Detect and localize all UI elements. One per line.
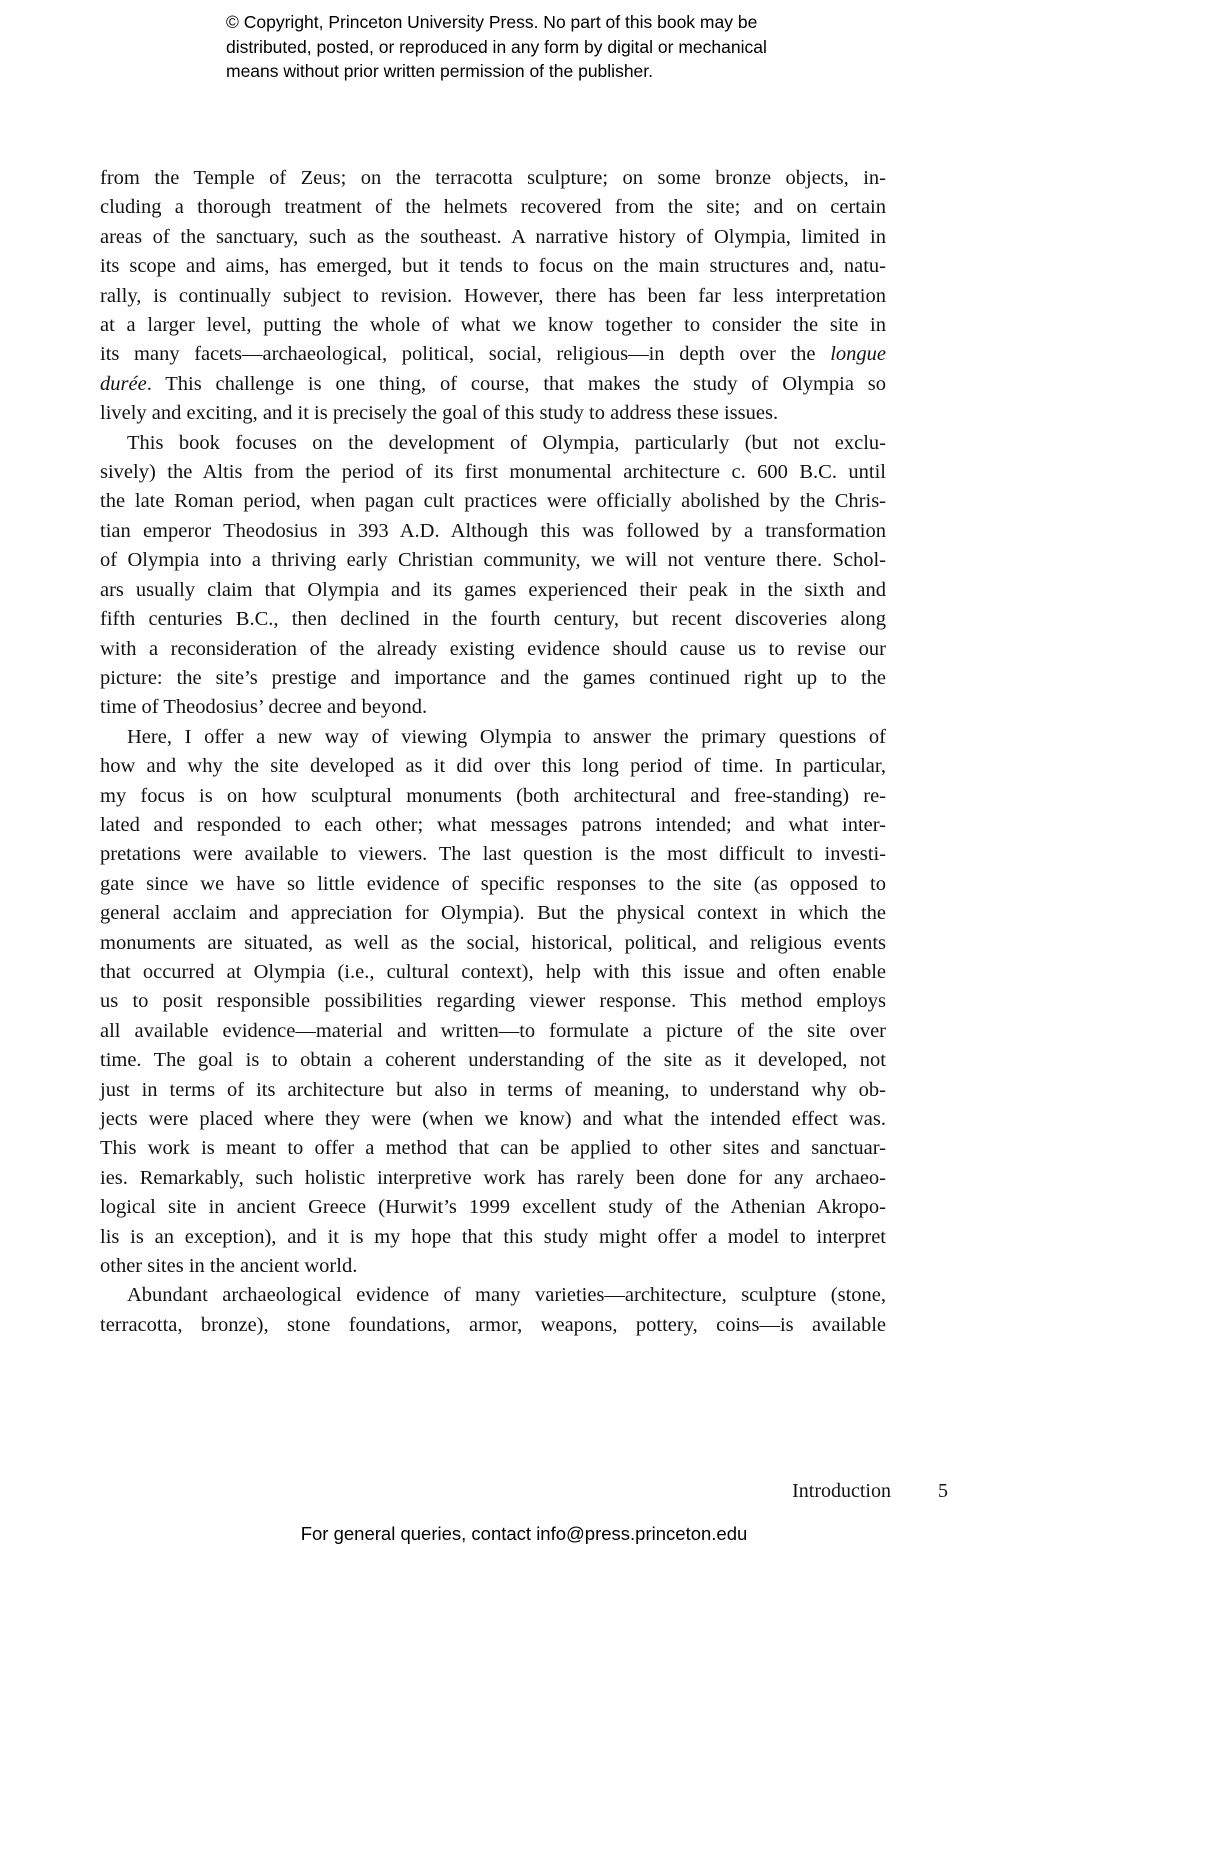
copyright-line: means without prior written permission of the publisher.	[226, 61, 654, 81]
body-line: areas of the sanctuary, such as the southeast. A narrative history of Olympia, limited in	[100, 225, 886, 248]
body-line: tian emperor Theodosius in 393 A.D. Although this was followed by a transformation	[100, 519, 886, 542]
body-line: cluding a thorough treatment of the helmets recovered from the site; and on certain	[100, 196, 886, 219]
paragraph	[100, 164, 886, 429]
body-line: its scope and aims, has emerged, but it tends to focus on the main structures and, natu-	[100, 255, 886, 278]
body-line: its many facets—archaeological, political, social, religious—in depth over the longue	[100, 343, 886, 366]
body-line: terracotta, bronze), stone foundations, armor, weapons, pottery, coins—is available	[100, 1313, 886, 1336]
body-line: ars usually claim that Olympia and its games experienced their peak in the sixth and	[100, 578, 886, 601]
body-line: ies. Remarkably, such holistic interpretive work has rarely been done for any archaeo-	[100, 1166, 886, 1189]
body-line: all available evidence—material and written—to formulate a picture of the site over	[100, 1019, 886, 1042]
body-line: gate since we have so little evidence of specific responses to the site (as opposed to	[100, 872, 886, 895]
body-line: with a reconsideration of the already existing evidence should cause us to revise our	[100, 637, 886, 660]
body-line: pretations were available to viewers. The last question is the most difficult to investi-	[100, 843, 886, 866]
body-line: my focus is on how sculptural monuments (both architectural and free-standing) re-	[100, 784, 886, 807]
body-line: just in terms of its architecture but also in terms of meaning, to understand why ob-	[100, 1078, 886, 1101]
body-line: us to posit responsible possibilities regarding viewer response. This method employs	[100, 990, 886, 1013]
body-line: picture: the site’s prestige and importance and the games continued right up to the	[100, 666, 886, 689]
copyright-line: © Copyright, Princeton University Press. No part of this book may be	[226, 12, 758, 32]
body-line: how and why the site developed as it did over this long period of time. In particular,	[100, 755, 886, 778]
body-line: jects were placed where they were (when we know) and what the intended effect was.	[100, 1108, 886, 1130]
body-line: This book focuses on the development of Olympia, particularly (but not exclu-	[127, 431, 886, 454]
body-line: Abundant archaeological evidence of many varieties—architecture, sculpture (stone,	[127, 1284, 886, 1307]
body-line: time. The goal is to obtain a coherent understanding of the site as it developed, not	[100, 1049, 886, 1072]
running-head-section: Introduction	[792, 1480, 891, 1502]
copyright-notice	[226, 10, 846, 84]
body-line: time of Theodosius’ decree and beyond.	[100, 696, 428, 719]
body-line: general acclaim and appreciation for Olympia). But the physical context in which the	[100, 902, 886, 925]
body-line: that occurred at Olympia (i.e., cultural context), help with this issue and often enable	[100, 960, 886, 983]
general-queries-line: For general queries, contact info@press.princeton.edu	[300, 1523, 748, 1544]
paragraph	[100, 429, 886, 723]
page-number: 5	[938, 1480, 948, 1502]
body-line: durée. This challenge is one thing, of course, that makes the study of Olympia so	[100, 372, 886, 395]
body-line: monuments are situated, as well as the social, historical, political, and religious events	[100, 931, 886, 954]
paragraph	[100, 723, 886, 1282]
body-line: of Olympia into a thriving early Christian community, we will not venture there. Schol-	[100, 549, 886, 572]
body-line: lated and responded to each other; what messages patrons intended; and what inter-	[100, 813, 886, 836]
body-line: lively and exciting, and it is precisely the goal of this study to address these issues.	[100, 402, 779, 425]
body-text	[100, 164, 886, 1340]
body-line: the late Roman period, when pagan cult practices were officially abolished by the Chris-	[100, 490, 886, 513]
copyright-line: distributed, posted, or reproduced in any form by digital or mechanical	[226, 36, 767, 57]
body-line: sively) the Altis from the period of its first monumental architecture c. 600 B.C. until	[100, 461, 886, 484]
body-line: logical site in ancient Greece (Hurwit’s 1999 excellent study of the Athenian Akropo-	[100, 1196, 886, 1219]
body-line: lis is an exception), and it is my hope that this study might offer a model to interpret	[100, 1225, 886, 1248]
body-line: This work is meant to offer a method that can be applied to other sites and sanctuar-	[100, 1137, 886, 1160]
body-line: from the Temple of Zeus; on the terracotta sculpture; on some bronze objects, in-	[100, 167, 886, 189]
page-footer	[100, 1480, 948, 1503]
body-line: other sites in the ancient world.	[100, 1255, 358, 1278]
body-line: at a larger level, putting the whole of what we know together to consider the site in	[100, 314, 886, 337]
paragraph	[100, 1281, 886, 1340]
body-line: Here, I offer a new way of viewing Olympia to answer the primary questions of	[127, 725, 886, 748]
body-line: rally, is continually subject to revision. However, there has been far less interpretation	[100, 284, 886, 307]
body-line: fifth centuries B.C., then declined in the fourth century, but recent discoveries along	[100, 608, 886, 631]
